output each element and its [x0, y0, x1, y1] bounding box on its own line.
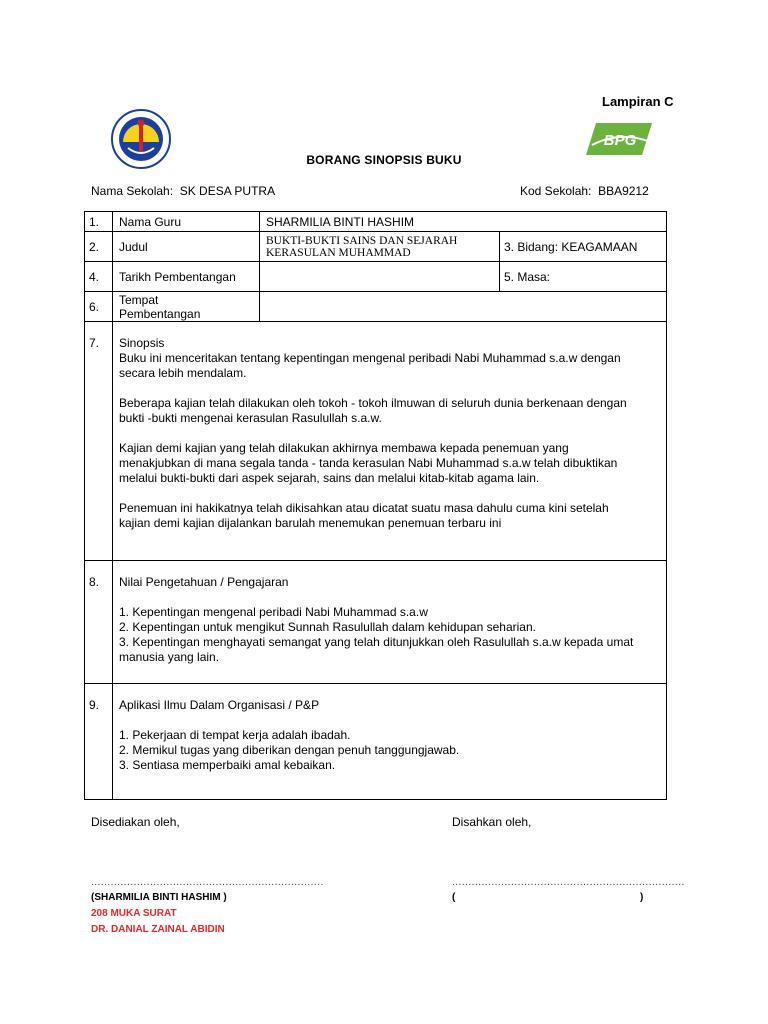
prepared-by-label: Disediakan oleh, [91, 815, 180, 829]
title-label: Judul [113, 232, 260, 262]
values-cell [113, 561, 667, 684]
school-code-value: BBA9212 [598, 184, 649, 198]
school-code-label: Kod Sekolah: [520, 184, 592, 198]
author-note: DR. DANIAL ZAINAL ABIDIN [91, 924, 225, 935]
form-row-date [85, 262, 667, 292]
values-heading: Nilai Pengetahuan / Pengajaran [119, 575, 289, 589]
school-name-value: SK DESA PUTRA [179, 184, 276, 198]
synopsis-form-table [84, 211, 667, 800]
venue-value [260, 292, 667, 322]
values-item: manusia yang lain. [119, 650, 220, 664]
teacher-name-value: SHARMILIA BINTI HASHIM [260, 212, 667, 232]
time-label: 5. Masa: [500, 262, 667, 292]
synopsis-p3-l2: menakjubkan di mana segala tanda - tanda kerasulan Nabi Muhammad s.a.w telah dibuktikan [119, 456, 618, 470]
school-code-row [520, 184, 649, 198]
school-name-row [91, 184, 275, 198]
values-item: 3. Kepentingan menghayati semangat yang telah ditunjukkan oleh Rasulullah s.a.w kepada umat [119, 635, 634, 649]
form-row-synopsis [85, 322, 667, 561]
approved-by-label: Disahkan oleh, [452, 815, 532, 829]
synopsis-p4-l2: kajian demi kajian dijalankan barulah menemukan penemuan terbaru ini [119, 516, 502, 530]
book-title-line2: KERASULAN MUHAMMAD [266, 246, 411, 259]
date-label: Tarikh Pembentangan [113, 262, 260, 292]
application-cell [113, 684, 667, 800]
synopsis-p2-l2: bukti -bukti mengenai kerasulan Rasulullah s.a.w. [119, 411, 382, 425]
synopsis-cell [113, 322, 667, 561]
synopsis-p1-l2: secara lebih mendalam. [119, 366, 247, 380]
application-item: 2. Memikul tugas yang diberikan dengan penuh tanggungjawab. [119, 743, 460, 757]
row-number: 8. [85, 561, 113, 684]
page-title: BORANG SINOPSIS BUKU [306, 153, 462, 167]
teacher-name-label: Nama Guru [113, 212, 260, 232]
form-row-teacher [85, 212, 667, 232]
page-count-note: 208 MUKA SURAT [91, 908, 177, 919]
bpg-logo-text: BPG [603, 132, 637, 149]
synopsis-p1-l1: Buku ini menceritakan tentang kepentingan mengenal peribadi Nabi Muhammad s.a.w dengan [119, 351, 621, 365]
field-value: 3. Bidang: KEAGAMAAN [500, 232, 667, 262]
approver-name-open: ( [452, 892, 456, 903]
approver-name-close: ) [640, 892, 644, 903]
synopsis-p3-l3: melalui bukti-bukti dari aspek sejarah, sains dan melalui kitab-kitab agama lain. [119, 471, 540, 485]
application-item: 3. Sentiasa memperbaiki amal kebaikan. [119, 758, 336, 772]
row-number: 6. [85, 292, 113, 322]
signature-line-left: ....................................................................... [91, 877, 324, 888]
bpg-logo-icon [584, 121, 654, 157]
form-row-venue [85, 292, 667, 322]
application-item: 1. Pekerjaan di tempat kerja adalah ibadah. [119, 728, 351, 742]
date-value [260, 262, 500, 292]
form-row-title [85, 232, 667, 262]
row-number: 2. [85, 232, 113, 262]
row-number: 1. [85, 212, 113, 232]
form-row-application [85, 684, 667, 800]
values-item: 2. Kepentingan untuk mengikut Sunnah Rasulullah dalam kehidupan seharian. [119, 620, 536, 634]
values-item: 1. Kepentingan mengenal peribadi Nabi Muhammad s.a.w [119, 605, 428, 619]
synopsis-heading: Sinopsis [119, 336, 165, 350]
venue-label-line1: Tempat [119, 292, 159, 307]
synopsis-p2-l1: Beberapa kajian telah dilakukan oleh tokoh - tokoh ilmuwan di seluruh dunia berkenaan dengan [119, 396, 627, 410]
venue-label [113, 292, 260, 322]
preparer-name: (SHARMILIA BINTI HASHIM ) [91, 892, 227, 903]
book-title-line1: BUKTI-BUKTI SAINS DAN SEJARAH [266, 234, 458, 247]
venue-label-line2: Pembentangan [119, 306, 201, 321]
row-number: 9. [85, 684, 113, 800]
book-title-value [260, 232, 500, 262]
signature-line-right: ....................................................................... [452, 877, 685, 888]
synopsis-p3-l1: Kajian demi kajian yang telah dilakukan akhirnya membawa kepada penemuan yang [119, 441, 569, 455]
form-row-values [85, 561, 667, 684]
application-heading: Aplikasi Ilmu Dalam Organisasi / P&P [119, 698, 320, 712]
lampiran-label: Lampiran C [602, 94, 674, 109]
synopsis-p4-l1: Penemuan ini hakikatnya telah dikisahkan atau dicatat suatu masa dahulu cuma kini setelah [119, 501, 609, 515]
row-number: 7. [85, 322, 113, 561]
row-number: 4. [85, 262, 113, 292]
school-name-label: Nama Sekolah: [91, 184, 174, 198]
